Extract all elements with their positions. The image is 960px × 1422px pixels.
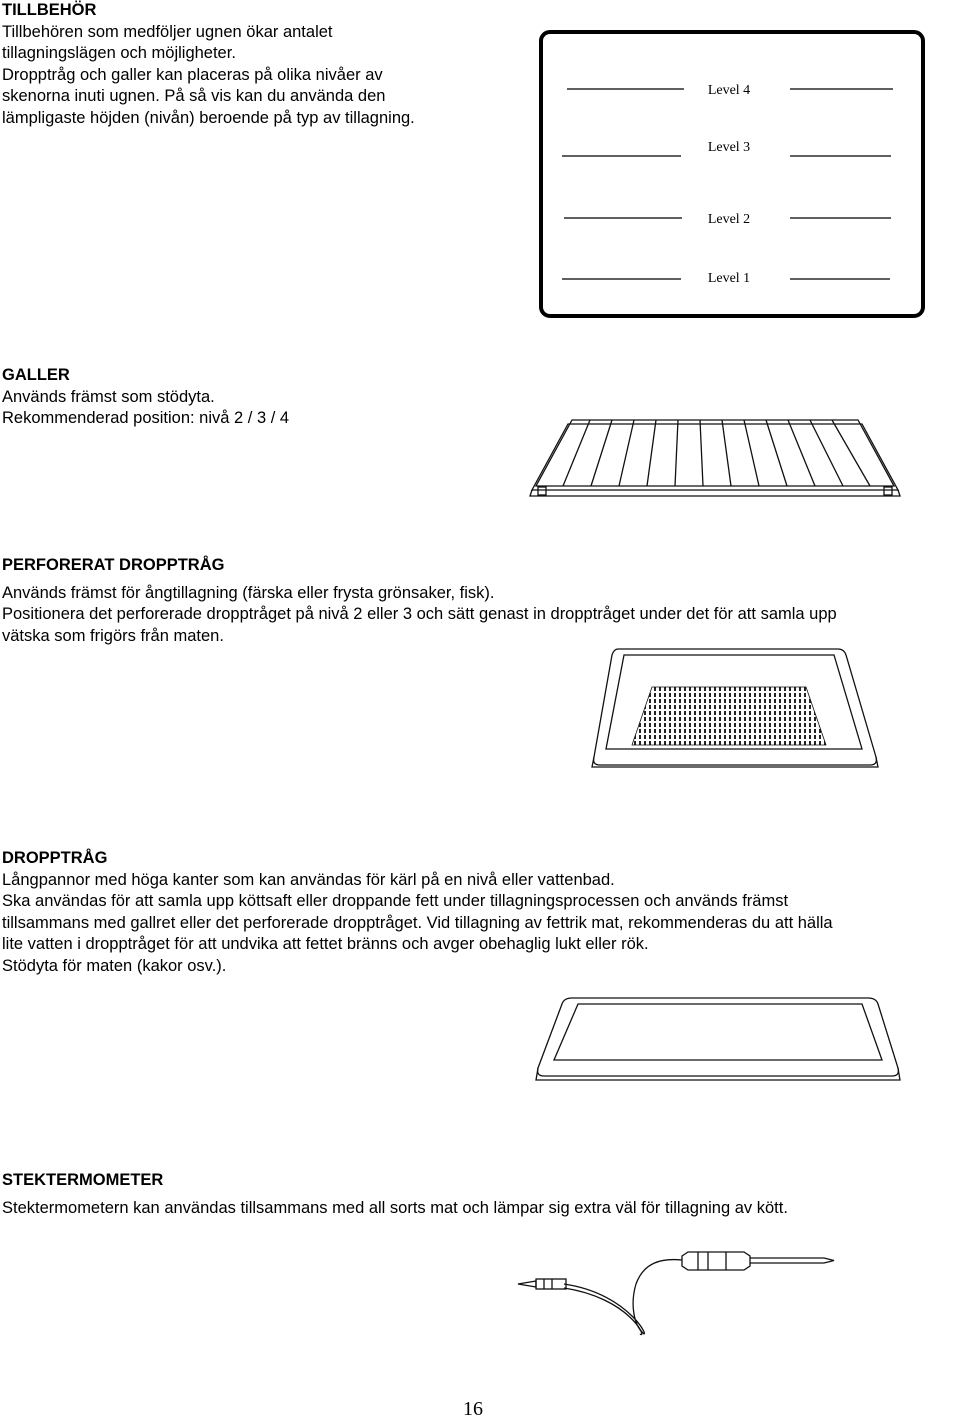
drip-tray-illustration bbox=[532, 994, 904, 1086]
paragraph-line: Stektermometern kan användas tillsammans med all sorts mat och lämpar sig extra väl för tillagning av kött. bbox=[2, 1198, 788, 1217]
level-4-label: Level 4 bbox=[707, 83, 751, 98]
wire-rack-illustration bbox=[528, 414, 903, 500]
level-2-label: Level 2 bbox=[707, 212, 751, 227]
paragraph-line: tillsammans med gallret eller det perforerade dropptråget. Vid tillagning av fettrik mat, rekommenderas du att hälla bbox=[2, 913, 833, 932]
paragraph-line: Dropptråg och galler kan placeras på olika nivåer av bbox=[2, 65, 383, 84]
section-heading: DROPPTRÅG bbox=[2, 849, 108, 867]
paragraph-line: Ska användas för att samla upp köttsaft eller droppande fett under tillagningsprocessen och används främst bbox=[2, 892, 789, 910]
paragraph-line: Används främst för ångtillagning (färska eller frysta grönsaker, fisk). bbox=[2, 583, 495, 602]
section-dropptrag bbox=[2, 848, 833, 977]
section-heading: TILLBEHÖR bbox=[2, 1, 97, 19]
section-stektermometer bbox=[2, 1170, 788, 1219]
meat-thermometer-illustration bbox=[512, 1244, 842, 1344]
paragraph-line: Positionera det perforerade dropptråget på nivå 2 eller 3 och sätt genast in dropptråget under det för att samla upp bbox=[2, 605, 837, 623]
paragraph-line: Långpannor med höga kanter som kan användas för kärl på en nivå eller vattenbad. bbox=[2, 870, 615, 889]
paragraph-line: tillagningslägen och möjligheter. bbox=[2, 44, 236, 62]
section-heading: PERFORERAT DROPPTRÅG bbox=[2, 556, 225, 574]
section-perforerat-dropptrag bbox=[2, 555, 837, 647]
level-1-label: Level 1 bbox=[707, 271, 751, 286]
paragraph-line: skenorna inuti ugnen. På så vis kan du använda den bbox=[2, 87, 386, 105]
section-heading: GALLER bbox=[2, 366, 70, 384]
level-3-label: Level 3 bbox=[707, 140, 751, 155]
section-galler bbox=[2, 365, 289, 430]
paragraph-line: Används främst som stödyta. bbox=[2, 387, 215, 406]
perforated-tray-illustration bbox=[588, 645, 884, 770]
paragraph-line: Rekommenderad position: nivå 2 / 3 / 4 bbox=[2, 409, 290, 427]
paragraph-line: Tillbehören som medföljer ugnen ökar antalet bbox=[2, 22, 333, 41]
paragraph-line: lämpligaste höjden (nivån) beroende på typ av tillagning. bbox=[2, 108, 415, 127]
paragraph-line: vätska som frigörs från maten. bbox=[2, 626, 224, 645]
page-number: 16 bbox=[463, 1398, 483, 1420]
oven-levels-diagram bbox=[536, 28, 928, 320]
section-tillbehor bbox=[2, 0, 415, 129]
paragraph-line: lite vatten i dropptråget för att undvika att fettet bränns och avger obehaglig lukt eller rök. bbox=[2, 935, 649, 953]
section-heading: STEKTERMOMETER bbox=[2, 1171, 164, 1189]
paragraph-line: Stödyta för maten (kakor osv.). bbox=[2, 956, 227, 975]
